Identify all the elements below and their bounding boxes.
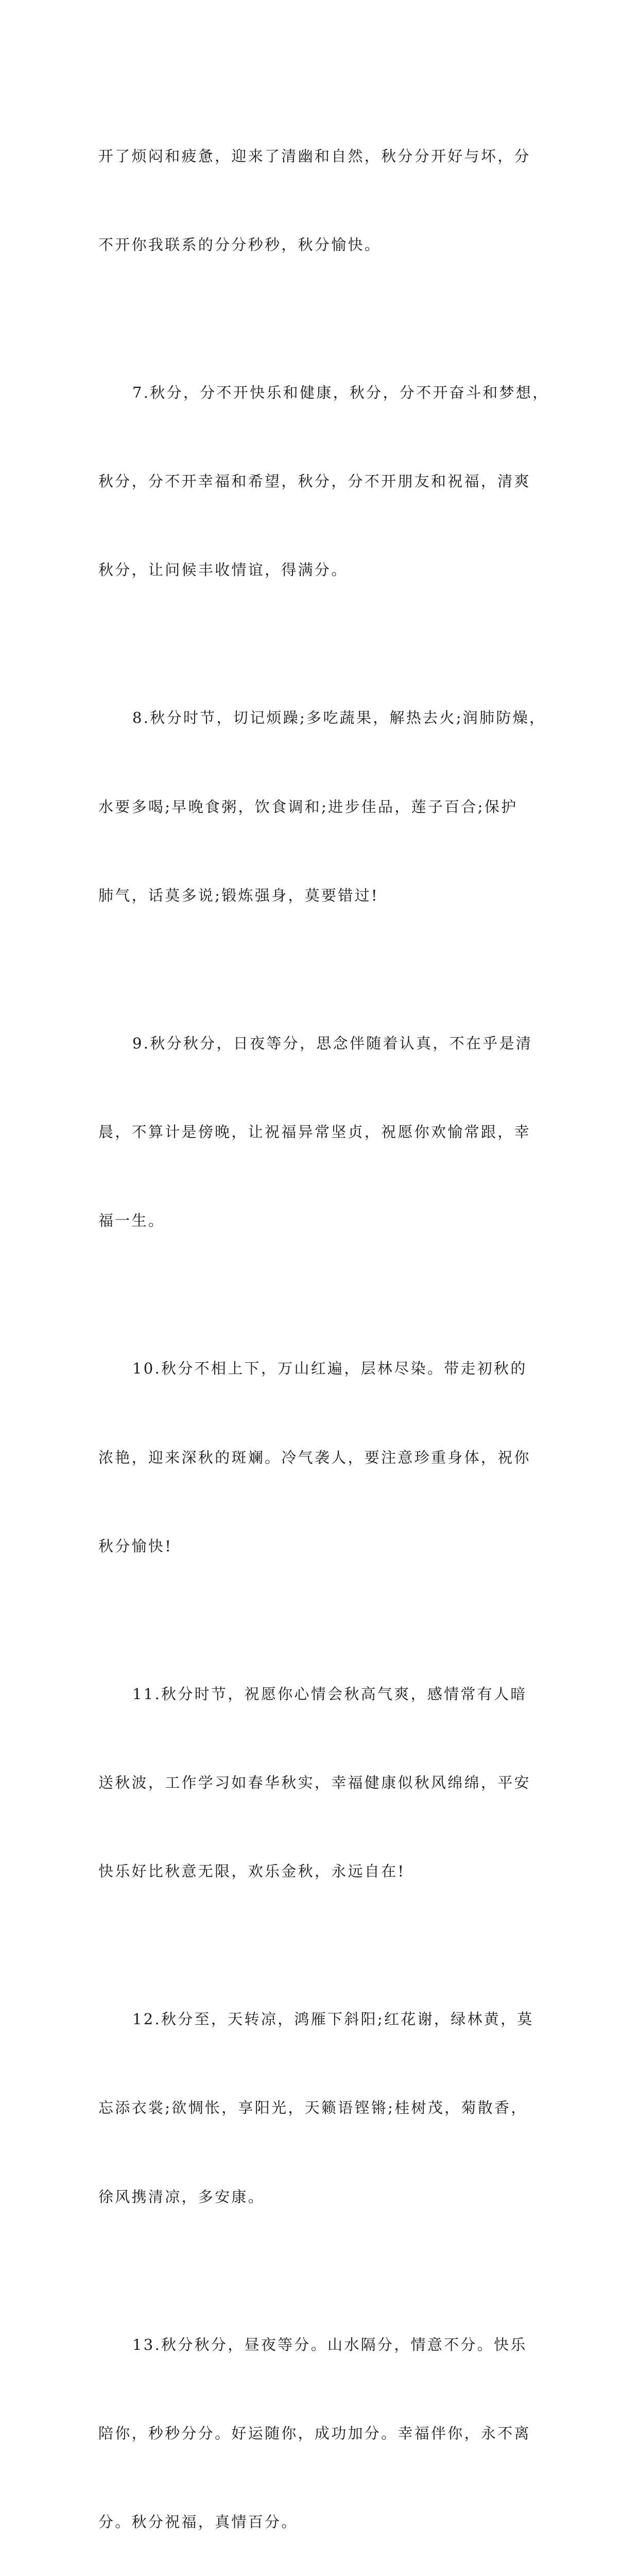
paragraph-9: [98, 970, 546, 1295]
text-line: 11.秋分时节，祝愿你心情会秋高气爽，感情常有人暗: [132, 1685, 527, 1703]
text-line: 福一生。: [98, 1212, 165, 1230]
document-body: [98, 82, 549, 2576]
paragraph-13: [98, 2271, 546, 2576]
text-line: 秋分，让问候丰收情谊，得满分。: [98, 561, 348, 579]
text-line: 开了烦闷和疲惫，迎来了清幽和自然，秋分分开好与坏，分: [98, 147, 531, 165]
text-line: 10.秋分不相上下，万山红遍，层林尽染。带走初秋的: [132, 1360, 527, 1378]
text-line: 12.秋分至，天转凉，鸿雁下斜阳;红花谢，绿林黄，莫: [132, 2010, 534, 2028]
text-line: 8.秋分时节，切记烦躁;多吃蔬果，解热去火;润肺防燥，: [132, 709, 546, 727]
text-line: 13.秋分秋分，昼夜等分。山水隔分，情意不分。快乐: [132, 2335, 527, 2353]
text-line: 秋分愉快!: [98, 1537, 173, 1555]
text-line: 徐风携清凉，多安康。: [98, 2188, 265, 2206]
text-line: 陪你，秒秒分分。好运随你，成功加分。幸福伴你，永不离: [98, 2424, 531, 2442]
paragraph-7: [98, 319, 549, 644]
text-line: 快乐好比秋意无限，欢乐金秋，永远自在!: [98, 1862, 406, 1880]
paragraph-10: [98, 1295, 546, 1620]
text-line: 分。秋分祝福，真情百分。: [98, 2513, 298, 2531]
text-line: 晨，不算计是傍晚，让祝福异常坚贞，祝愿你欢愉常跟，幸: [98, 1123, 531, 1141]
text-line: 忘添衣裳;欲惆怅，享阳光，天籁语铿锵;桂树茂，菊散香，: [98, 2099, 528, 2117]
text-line: 水要多喝;早晚食粥，饮食调和;进步佳品，莲子百合;保护: [98, 798, 518, 816]
text-line: 7.秋分，分不开快乐和健康，秋分，分不开奋斗和梦想，: [132, 384, 549, 402]
paragraph-11: [98, 1620, 546, 1945]
text-line: 不开你我联系的分分秒秒，秋分愉快。: [98, 236, 382, 254]
text-line: 肺气，话莫多说;锻炼强身，莫要错过!: [98, 886, 379, 904]
text-line: 秋分，分不开幸福和希望，秋分，分不开朋友和祝福，清爽: [98, 472, 531, 490]
paragraph-12: [98, 1945, 546, 2270]
text-line: 9.秋分秋分，日夜等分，思念伴随着认真，不在乎是清: [132, 1034, 533, 1052]
paragraph-continued: [98, 82, 546, 319]
text-line: 送秋波，工作学习如春华秋实，幸福健康似秋风绵绵，平安: [98, 1773, 531, 1791]
paragraph-8: [98, 645, 546, 970]
text-line: 浓艳，迎来深秋的斑斓。冷气袭人，要注意珍重身体，祝你: [98, 1448, 531, 1466]
